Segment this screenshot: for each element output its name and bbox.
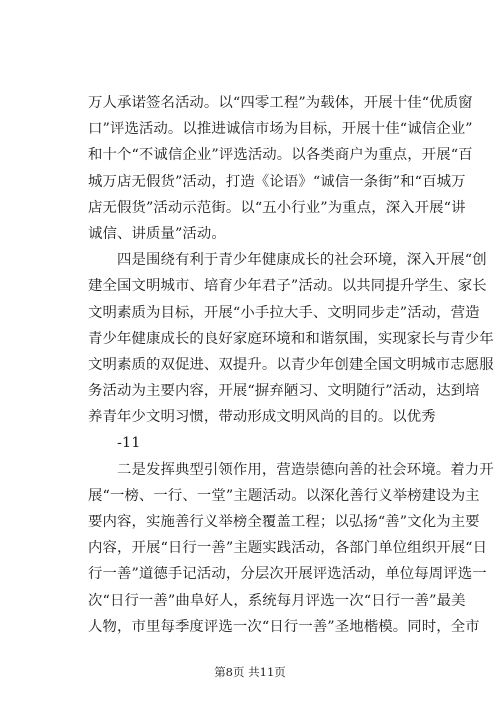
text-line: 文明素质的双促进、双提升。以青少年创建全国文明城市志愿服: [88, 356, 494, 373]
text-line: 要内容，实施善行义举榜全覆盖工程；以弘扬“善”文化为主要: [88, 514, 480, 530]
body-text: [88, 90, 494, 640]
text-line: 青少年健康成长的良好家庭环境和和谐氛围，实现家长与青少年: [88, 330, 494, 347]
text-line: 建全国文明城市、培育少年君子”活动。以共同提升学生、家长: [88, 278, 487, 295]
text-line: -11: [88, 435, 141, 452]
text-line: 城万店无假货”活动，打造《论语》“诚信一条街”和“百城万: [88, 173, 466, 190]
text-line: 四是围绕有利于青少年健康成长的社会环境，深入开展“创: [88, 252, 487, 269]
text-line: 店无假货”活动示范街。以“五小行业”为重点，深入开展“讲: [88, 199, 466, 216]
text-line: 务活动为主要内容，开展“摒弃陋习、文明随行”活动，达到培: [88, 383, 480, 400]
page-footer: 第8页 共11页: [214, 665, 286, 679]
text-line: 文明素质为目标，开展“小手拉大手、文明同步走”活动，营造: [88, 304, 480, 321]
text-line: 养青年少文明习惯，带动形成文明风尚的目的。以优秀: [88, 409, 436, 426]
text-line: 口”评选活动。以推进诚信市场为目标，开展十佳“诚信企业”: [88, 121, 473, 138]
text-line: 次“日行一善”曲阜好人，系统每月评选一次“日行一善”最美: [88, 592, 466, 609]
text-line: 诚信、讲质量”活动。: [88, 225, 226, 242]
text-line: 行一善”道德手记活动，分层次开展评选活动，单位每周评选一: [88, 566, 487, 583]
text-line: 内容，开展“日行一善”主题实践活动，各部门单位组织开展“日: [88, 540, 488, 557]
text-line: 二是发挥典型引领作用，营造崇德向善的社会环境。着力开: [88, 461, 494, 478]
text-line: 展“一榜、一行、一堂”主题活动。以深化善行义举榜建设为主: [88, 487, 480, 504]
text-line: 万人承诺签名活动。以“四零工程”为载体，开展十佳“优质窗: [88, 95, 473, 111]
text-line: 人物，市里每季度评选一次“日行一善”圣地楷模。同时，全市: [88, 618, 480, 635]
text-line: 和十个“不诚信企业”评选活动。以各类商户为重点，开展“百: [88, 147, 473, 164]
